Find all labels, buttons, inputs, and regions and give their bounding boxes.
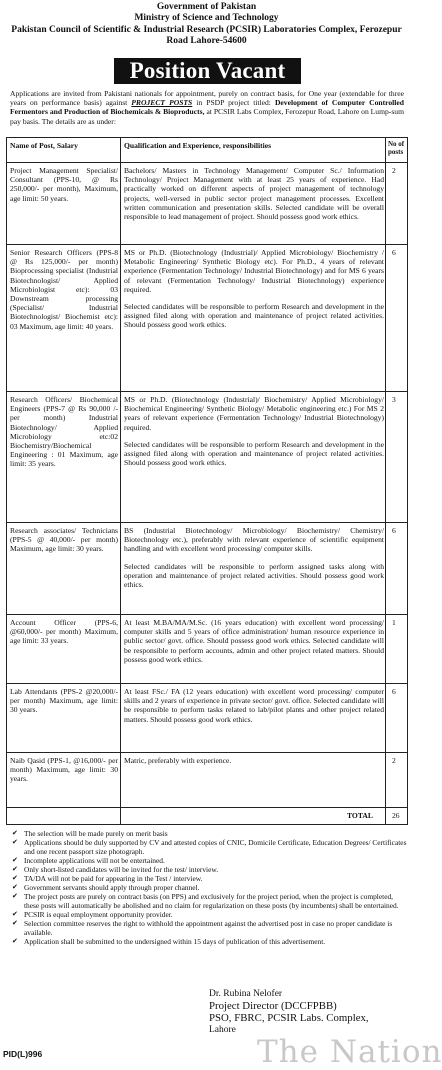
row-6-posts-count: 6 <box>392 687 396 696</box>
condition-item <box>6 883 408 892</box>
row-5-post: Account Officer (PPS-6, @60,000/- per month) Maximum, age limit: 33 years. <box>10 618 118 646</box>
row-6-qualification <box>124 687 384 732</box>
positions-table <box>6 137 408 825</box>
signature-block <box>209 988 409 1036</box>
header-qualification: Qualification and Experience, responsibilities <box>124 141 272 150</box>
total-value: 26 <box>392 811 400 820</box>
intro-text-2: in PSDP project titled: <box>196 98 271 108</box>
header-government: Government of Pakistan <box>156 2 257 12</box>
signatory-city: Lahore <box>209 1025 236 1035</box>
header-no-of-posts: No of posts <box>388 140 405 156</box>
checkmark-icon: ✔ <box>12 883 18 891</box>
condition-text: Government servants should apply through proper channel. <box>24 883 200 892</box>
row-divider <box>7 162 407 163</box>
header-post: Name of Post, Salary <box>10 141 78 150</box>
row-4-qual-para-2: Selected candidates will be responsible to perform assigned tasks along with operation and maintenance of project related activities. Should possess good work ethics. <box>124 561 384 590</box>
condition-text: Applications should be duly supported by CV and attested copies of CNIC, Domicile Certificate, Education Degrees/ Certificates and one recent passport size photograph. <box>24 838 407 856</box>
condition-item <box>6 892 408 910</box>
row-4-qualification <box>124 526 384 597</box>
row-7-qual-para-1: Matric, preferably with experience. <box>124 756 232 765</box>
row-3-qualification <box>124 395 384 475</box>
checkmark-icon: ✔ <box>12 919 18 927</box>
condition-text: TA/DA will not be paid for appearing in the Test / interview. <box>24 874 203 883</box>
condition-text: The project posts are purely on contract basis (on PPS) and exclusively for the project period, when the project is completed, these posts will automatically be abolished and no claim for regularization on these posts (by incumbents) shall be entertained. <box>24 892 399 910</box>
row-2-post: Senior Research Officers (PPS-8 @ Rs 125,000/- per month) Bioprocessing specialist (Industrial Biotechnologist/ Applied Microbiologist etc): 03 Downstream processing (Specialist/ Industrial Biotechnologist/ Biochemist etc): 03 Maximum, age limit: 40 years. <box>10 248 118 331</box>
row-2-qualification <box>124 248 384 338</box>
condition-text: Application shall be submitted to the undersigned within 15 days of publication of this advertisement. <box>24 937 326 946</box>
column-divider <box>385 138 386 824</box>
row-7-posts-count: 2 <box>392 756 396 765</box>
row-4-qual-para-1: BS (Industrial Biotechnology/ Microbiology/ Biochemistry/ Chemistry/ Biotechnology etc.), preferably with relevant experience of scientific equipment handling and with excellent word processing/ computer skills. <box>124 526 384 554</box>
condition-item <box>6 910 408 919</box>
row-divider <box>7 522 407 523</box>
project-title: Development of Computer Controlled Fermentors and Production of Biochemicals & Bioproducts, <box>10 98 404 117</box>
row-7-post: Naib Qasid (PPS-1, @16,000/- per month) Maximum, age limit: 30 years. <box>10 756 118 784</box>
checkmark-icon: ✔ <box>12 874 18 882</box>
newspaper-watermark: The Nation <box>257 1034 442 1070</box>
row-6-qual-para-1: At least FSc./ FA (12 years education) with excellent word processing/ computer skills and 2 years of experience in private sector/ govt. office. Selected candidate will be responsible to perform tasks related to lab/pilot plants and other project related matters. Should possess good work ethics. <box>124 687 384 724</box>
condition-text: PCSIR is equal employment opportunity provider. <box>24 910 173 919</box>
intro-paragraph <box>10 89 404 126</box>
total-label: TOTAL <box>347 811 373 820</box>
signatory-address: PSO, FBRC, PCSIR Labs. Complex, <box>209 1012 369 1024</box>
checkmark-icon: ✔ <box>12 937 18 945</box>
condition-item <box>6 865 408 874</box>
row-1-qual-para-1: Bachelors/ Masters in Technology Management/ Computer Sc./ Information Technology/ Project Management with at least 25 years of experience. Had practically worked on different aspects of project management of technology projects, well-versed in public sector project management processes. Excellent written communication and presentation skills. Selected candidate will be overall responsible to lead management of project. Should possess good work ethics. <box>124 166 384 222</box>
row-1-qualification <box>124 166 384 229</box>
row-3-qual-para-2: Selected candidates will be responsible to perform Research and development in the assigned filed along with operation and maintenance of project related activities. Should possess good work ethics. <box>124 439 384 468</box>
checkmark-icon: ✔ <box>12 856 18 864</box>
row-6-post: Lab Attendants (PPS-2 @20,000/- per month) Maximum, age limit: 30 years. <box>10 687 118 715</box>
header-ministry: Ministry of Science and Technology <box>134 13 279 23</box>
row-5-posts-count: 1 <box>392 618 396 627</box>
header-organization: Pakistan Council of Scientific & Industrial Research (PCSIR) Laboratories Complex, Ferozepur Road Lahore-54600 <box>11 25 402 46</box>
conditions-list <box>6 829 408 946</box>
condition-text: The selection will be made purely on merit basis <box>24 829 168 838</box>
row-4-posts-count: 6 <box>392 526 396 535</box>
row-3-posts-count: 3 <box>392 395 396 404</box>
pid-code: PID(L)996 <box>3 1049 43 1059</box>
row-2-qual-para-2: Selected candidates will be responsible to perform Research and development in the assigned filed along with operation and maintenance of project related activities. Should possess good work ethics. <box>124 302 384 330</box>
row-divider <box>7 244 407 245</box>
signatory-title: Project Director (DCCFPBB) <box>209 1000 337 1012</box>
row-3-qual-para-1: MS or Ph.D. (Biotechnology (Industrial)/ Biochemistry/ Applied Microbiology/ Biochemical Engineering/ Synthetic Biology/ Metabolic engineering etc.) For MS 2 years of relevant experience (Fermentation Technology/ Industrial Biotechnology) required. <box>124 395 384 432</box>
position-vacant-banner: Position Vacant <box>114 58 301 84</box>
condition-text: Only short-listed candidates will be invited for the test/ interview. <box>24 865 219 874</box>
row-2-qual-para-1: MS or Ph.D. (Biotechnology (Industrial)/ Applied Microbiology/ Biochemistry / Metabolic Engineering/ Synthetic Biology etc). For Ph.D., 4 years of relevant experience (Fermentation Technology/ Industrial Biotechnology) and for MS 6 years of relevant (Fermentation Technology/ Industrial Biotechnology) experience required. <box>124 248 384 294</box>
checkmark-icon: ✔ <box>12 892 18 900</box>
row-1-post: Project Management Specialist/ Consultant (PPS-10, @ Rs 250,000/- per month), Maximum, age limit: 50 years. <box>10 166 118 203</box>
intro-text-1: Applications are invited from Pakistani nationals for appointment, purely on contract basis, for One year (extendable for three years on performance basis) against <box>10 89 404 108</box>
row-5-qualification <box>124 618 384 672</box>
column-divider <box>120 138 121 824</box>
checkmark-icon: ✔ <box>12 838 18 846</box>
condition-item <box>6 856 408 865</box>
row-2-posts-count: 6 <box>392 248 396 257</box>
row-divider <box>7 683 407 684</box>
condition-item <box>6 838 408 856</box>
row-1-posts-count: 2 <box>392 166 396 175</box>
signatory-name: Dr. Rubina Nelofer <box>209 989 283 999</box>
condition-item <box>6 919 408 937</box>
intro-text-3: at PCSIR Labs Complex, Ferozepur Road, Lahore on Lump-sum pay basis. The details are as under: <box>10 107 404 126</box>
checkmark-icon: ✔ <box>12 910 18 918</box>
row-divider <box>7 614 407 615</box>
checkmark-icon: ✔ <box>12 865 18 873</box>
row-3-post: Research Officers/ Biochemical Engineers (PPS-7 @ Rs 90,000 /-per month) Industrial Biotechnology/ Applied Microbiology etc:02 Biochemistry/Biochemical Engineering : 01 Maximum, age limit: 35 years. <box>10 395 118 469</box>
condition-item <box>6 874 408 883</box>
row-5-qual-para-1: At least M.BA/MA/M.Sc. (16 years education) with excellent word processing/ computer skills and 5 years of office administration/ human resource experience in public sector/ govt. office. Should possess good work ethics. Selected candidate will be responsible to perform accounts, admin and other project related matters. Should possess good work ethics. <box>124 618 384 664</box>
row-divider <box>7 391 407 392</box>
row-divider <box>7 807 407 808</box>
row-4-post: Research associates/ Technicians (PPS-5 @ 40,000/- per month) Maximum, age limit: 30 years. <box>10 526 118 554</box>
row-divider <box>7 752 407 753</box>
project-posts-label: PROJECT POSTS <box>131 98 193 108</box>
condition-text: Incomplete applications will not be entertained. <box>24 856 165 865</box>
condition-item <box>6 829 408 838</box>
condition-item <box>6 937 408 946</box>
row-7-qualification <box>124 756 384 773</box>
checkmark-icon: ✔ <box>12 829 18 837</box>
condition-text: Selection committee reserves the right to withhold the appointment against the advertised post in case no proper candidate is available. <box>24 919 393 937</box>
